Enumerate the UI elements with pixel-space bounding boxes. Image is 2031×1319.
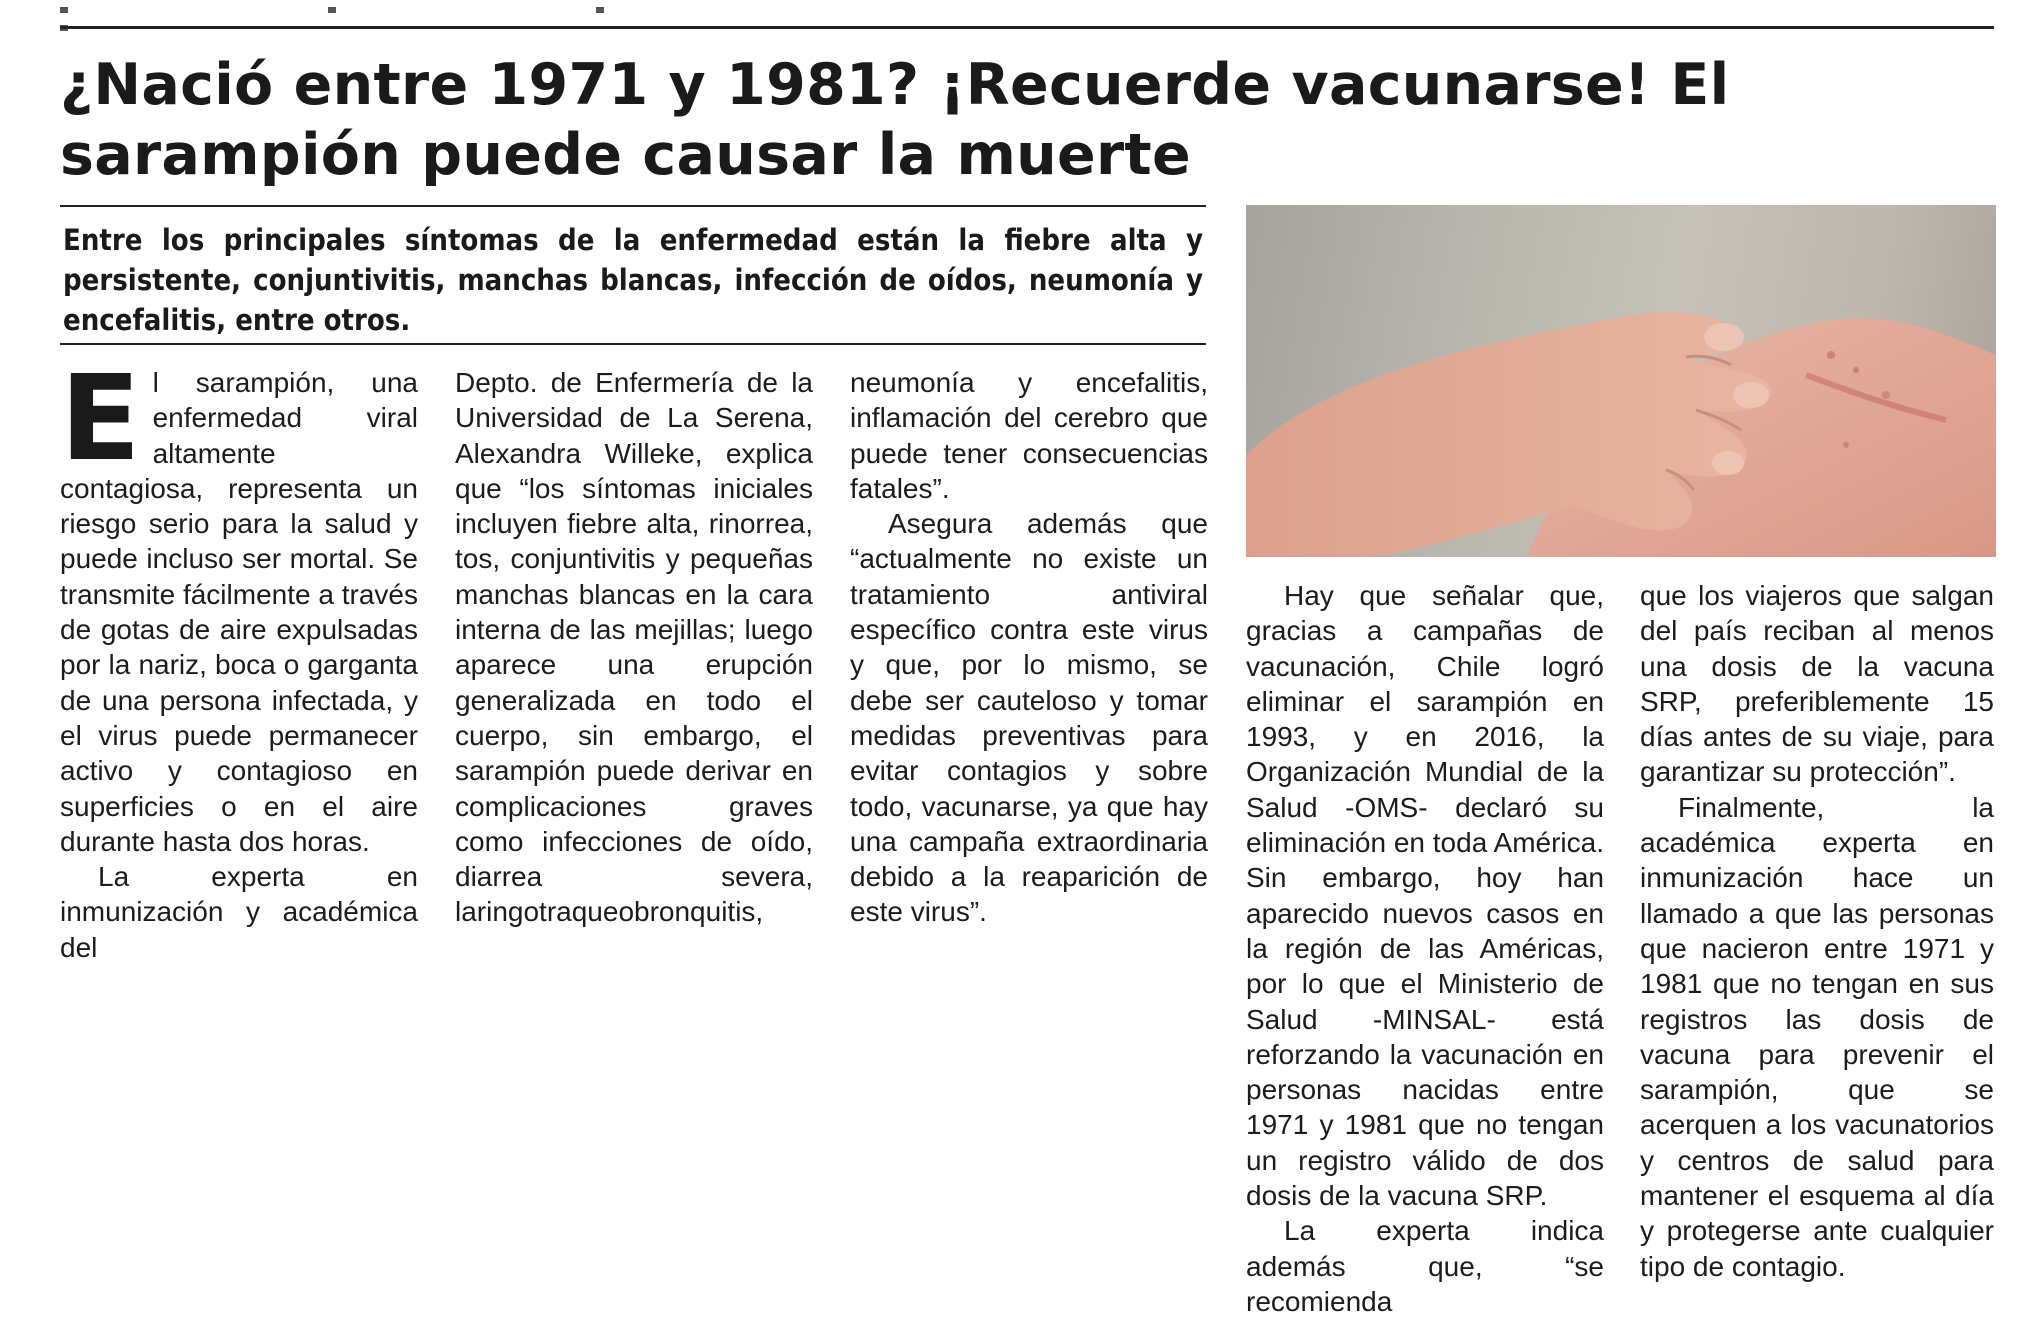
column-5: [1640, 578, 1994, 1284]
col2-paragraph-1: Depto. de Enfermería de la Universidad de La Serena, Alexandra Willeke, explica que “los síntomas iniciales incluyen fiebre alta, rinorrea, tos, conjuntivitis y pequeñas manchas blancas en la cara interna de las mejillas; luego aparece una erupción generalizada en todo el cuerpo, sin embargo, el sarampión puede derivar en complicaciones graves como infecciones de oído, diarrea severa, laringotraqueobronquitis,: [455, 367, 813, 928]
drop-cap: E: [60, 349, 141, 487]
lead-paragraph: Entre los principales síntomas de la enfermedad están la fiebre alta y persistente, conjuntivitis, manchas blancas, infección de oídos, neumonía y encefalitis, entre otros.: [63, 223, 1203, 337]
col3-paragraph-2: Asegura además que “actualmente no existe un tratamiento antiviral específico contra este virus y que, por lo mismo, se debe ser cauteloso y tomar medidas preventivas para evitar contagios y sobre todo, vacunarse, ya que hay una campaña extraordinaria debido a la reaparición de este virus”.: [850, 508, 1208, 928]
col3-paragraph-1: neumonía y encefalitis, inflamación del cerebro que puede tener consecuencias fatales”.: [850, 367, 1208, 504]
photo-illustration: [1246, 205, 1996, 557]
col1-paragraph-1: l sarampión, una enfermedad viral altamente contagiosa, representa un riesgo serio para la salud y puede incluso ser mortal. Se transmite fácilmente a través de gotas de aire expulsadas por la nariz, boca o garganta de una persona infectada, y el virus puede permanecer activo y contagioso en superficies o en el aire durante hasta dos horas.: [60, 367, 418, 857]
photo-rash-on-arm: [1246, 205, 1996, 557]
col5-paragraph-1: que los viajeros que salgan del país reciban al menos una dosis de la vacuna SRP, preferiblemente 15 días antes de su viaje, para garantizar su protección”.: [1640, 580, 1994, 788]
col5-paragraph-2: Finalmente, la académica experta en inmunización hace un llamado a que las personas que nacieron entre 1971 y 1981 que no tengan en sus registros las dosis de vacuna para prevenir el sarampión, que se acerquen a los vacunatorios y centros de salud para mantener el esquema al día y protegerse ante cualquier tipo de contagio.: [1640, 791, 1994, 1282]
column-2: [455, 365, 813, 930]
column-1: [60, 349, 418, 965]
col4-paragraph-2: La experta indica además que, “se recomienda: [1246, 1215, 1604, 1317]
lead-top-rule: [60, 205, 1206, 207]
col1-paragraph-2: La experta en inmunización y académica del: [60, 861, 418, 963]
lead-bottom-rule: [60, 343, 1206, 345]
column-4: [1246, 578, 1604, 1319]
headline: ¿Nació entre 1971 y 1981? ¡Recuerde vacunarse! El sarampión puede causar la muerte: [60, 52, 1730, 188]
cut-off-previous-text: [60, 0, 1060, 6]
top-rule: [60, 26, 1994, 29]
column-3: [850, 365, 1208, 930]
col4-paragraph-1: Hay que señalar que, gracias a campañas de vacunación, Chile logró eliminar el sarampión en 1993, y en 2016, la Organización Mundial de la Salud -OMS- declaró su eliminación en toda América. Sin embargo, hoy han aparecido nuevos casos en la región de las Américas, por lo que el Ministerio de Salud -MINSAL- está reforzando la vacunación en personas nacidas entre 1971 y 1981 que no tengan un registro válido de dos dosis de la vacuna SRP.: [1246, 580, 1604, 1212]
